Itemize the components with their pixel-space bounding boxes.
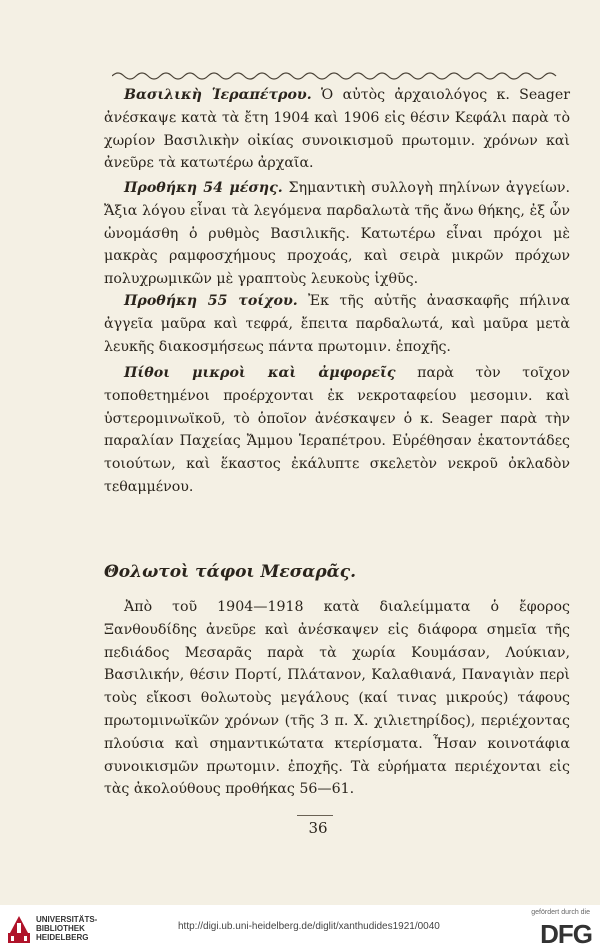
- page-number: 36: [308, 819, 328, 837]
- paragraph-case-54: [104, 177, 570, 291]
- paragraph-case-55: [104, 290, 570, 358]
- paragraph-heading: Βασιλικὴ Ἱεραπέτρου.: [124, 87, 312, 103]
- paragraph-heading: Προθήκη 55 τοίχου.: [124, 293, 298, 309]
- library-name-line: UNIVERSITÄTS-: [36, 915, 98, 924]
- paragraph-heading: Πίθοι μικροὶ καὶ ἀμφορεῖς: [124, 365, 396, 381]
- paragraph-tholos-tombs: [104, 596, 570, 801]
- paragraph-text: παρὰ τὸν τοῖχον τοποθετημένοι προέρχονται ἐκ νεκροταφείου μεσομιν. καὶ ὑστερομινωϊκοῦ, τὸ ὁποῖον ἀνέσκαψεν ὁ κ. Seager παρὰ τὴν παραλίαν Παχείας Ἄμμου Ἱεραπέτρου. Εὑρέθησαν ἑκατοντάδες τοιούτων, καὶ ἕκαστος ἐκάλυπτε σκελετὸν νεκροῦ ὀκλαδὸν τεθαμμένου.: [104, 365, 571, 495]
- paragraph-pithoi: [104, 362, 570, 499]
- section-title: Θολωτοὶ τάφοι Μεσαρᾶς.: [104, 562, 356, 582]
- paragraph-text: Ὁ αὐτὸς ἀρχαιολόγος κ. Seager ἀνέσκαψε κατὰ τὰ ἔτη 1904 καὶ 1906 εἰς θέσιν Κεφάλι παρὰ τὸ χωρίον Βασιλικὴν οἰκίας συνοικισμοῦ πρωτομιν. χρόνων καὶ ἀνεῦρε τὰ κατωτέρω ἀρχαῖα.: [104, 87, 570, 172]
- paragraph-text: Ἐκ τῆς αὐτῆς ἀνασκαφῆς πήλινα ἀγγεῖα μαῦρα καὶ τεφρά, ἔπειτα παρδαλωτά, καὶ μαῦρα μετὰ λευκῆς διακοσμήσεως πάντα πρωτομιν. ἐποχῆς.: [104, 293, 570, 355]
- paragraph-text: Σημαντικὴ συλλογὴ πηλίνων ἀγγείων. Ἄξια λόγου εἶναι τὰ λεγόμενα παρδαλωτὰ τῆς ἄνω θήκης, ἐξ ὧν ὠνομάσθη ὁ ρυθμὸς Βασιλικῆς. Κατωτέρω εἶναι πρόχοι μὲ μακρὰς ραμφοσχήμους προχοάς, καὶ σειρὰ μικρῶν πρόχων πολυχρωμικῶν μὲ γραπτοὺς λευκοὺς ἰχθῦς.: [104, 180, 570, 288]
- paragraph-heading: Προθήκη 54 μέσης.: [124, 180, 283, 196]
- library-name-line: HEIDELBERG: [36, 933, 89, 942]
- library-name: [36, 915, 97, 942]
- paragraph-vasiliki: [104, 84, 570, 175]
- permalink-url[interactable]: http://digi.ub.uni-heidelberg.de/diglit/xanthudides1921/0040: [178, 921, 440, 932]
- decorative-wave-ornament: [112, 70, 562, 82]
- section-text: Ἀπὸ τοῦ 1904—1918 κατὰ διαλείμματα ὁ ἔφορος Ξανθουδίδης ἀνεῦρε καὶ ἀνέσκαψεν εἰς διάφορα σημεῖα τῆς πεδιάδος Μεσαρᾶς παρὰ τὰ χωρία Κουμάσαν, Λούκιαν, Βασιλικήν, θέσιν Πορτί, Πλάτανον, Καλαθιανά, Παναγιὰν περὶ τοὺς εἴκοσι θολωτοὺς μεγάλους (καί τινας μικρούς) τάφους πρωτομινωϊκῶν χρόνων (τῆς 3 π. Χ. χιλιετηρίδος), περιέχοντας πλούσια καὶ σημαντικώτατα κτερίσματα. Ἦσαν κοινοτάφια συνοικισμῶν πρωτομιν. ἐποχῆς. Τὰ εὑρήματα περιέχονται εἰς τὰς ἀκολούθους προθήκας 56—61.: [104, 599, 570, 798]
- dfg-tagline: gefördert durch die: [531, 909, 590, 916]
- page-number-rule: [297, 815, 333, 816]
- library-name-line: BIBLIOTHEK: [36, 924, 85, 933]
- digitization-footer: [0, 905, 600, 952]
- university-library-logo-icon: [6, 913, 32, 945]
- dfg-logo: DFG: [540, 919, 592, 949]
